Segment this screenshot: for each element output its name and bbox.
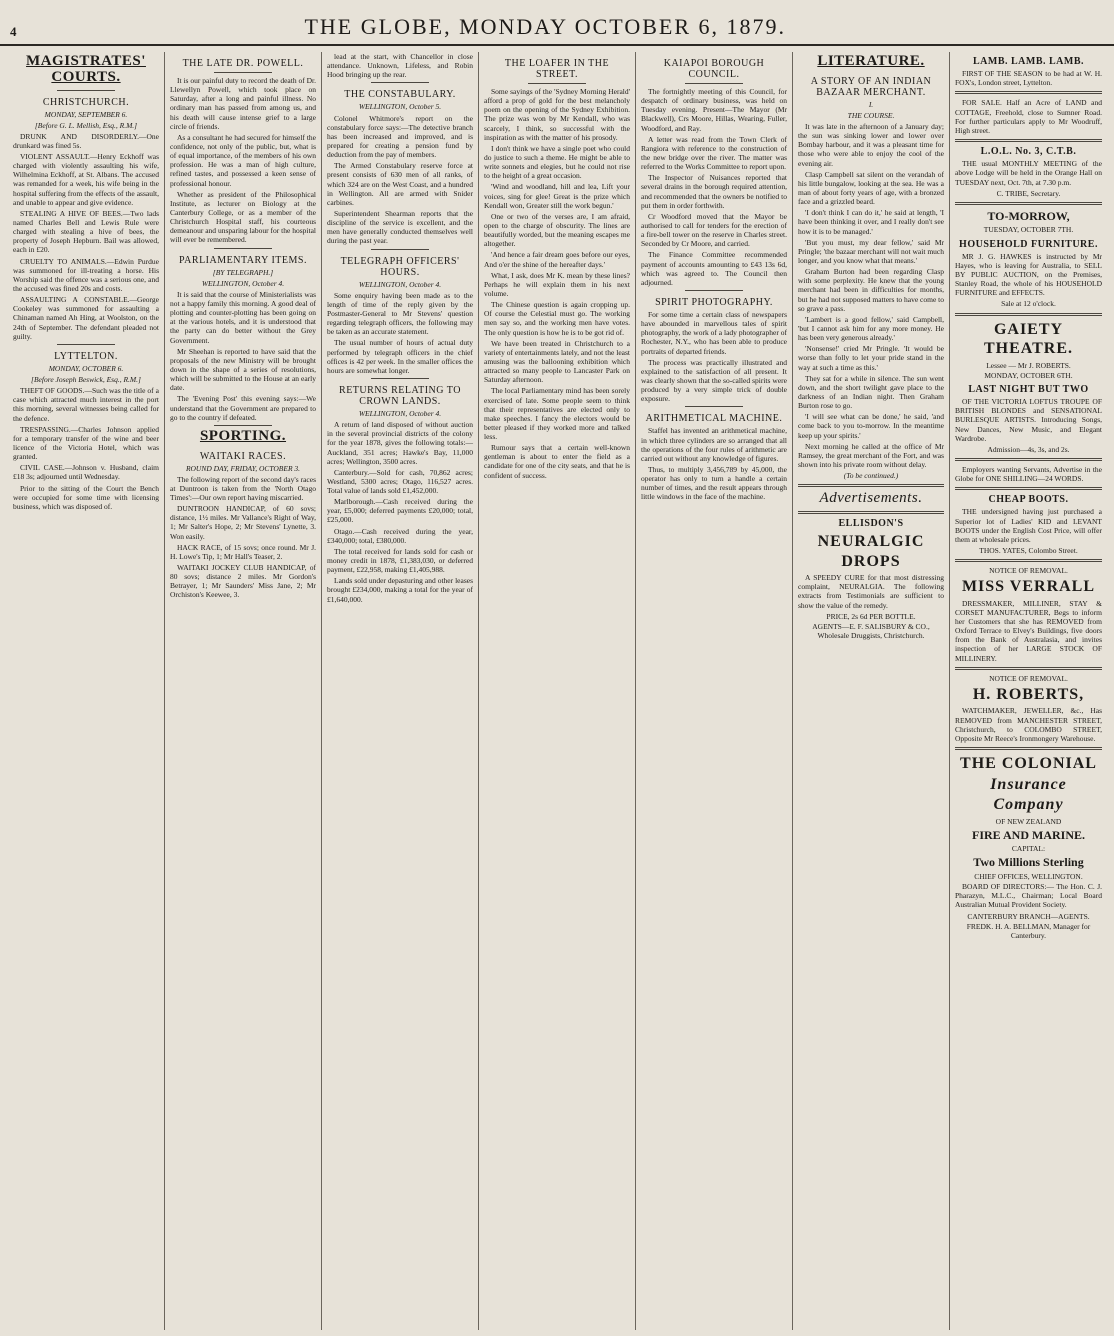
ad-text: WATCHMAKER, JEWELLER, &c., Has REMOVED from MANCHESTER STREET, Christchurch, to COLOMBO STREET, Opposite Mr Reece's Ironmongery Warehouse. xyxy=(955,706,1102,743)
page-number: 4 xyxy=(10,24,17,39)
masthead xyxy=(0,0,1114,46)
article-paragraph: 'And hence a fair dream goes before our eyes, And o'er the shine of the hereafter days.' xyxy=(484,250,630,269)
date: ROUND DAY, FRIDAY, OCTOBER 3. xyxy=(185,463,301,473)
article-paragraph: What, I ask, does Mr K. mean by these lines? Perhaps he will explain them in his next volume. xyxy=(484,270,630,298)
article-paragraph: The Armed Constabulary reserve force at present consists of 630 men of all ranks, of which 324 are on the West Coast, and a hundred in Wellington. All are armed with Snider carbines. xyxy=(327,161,473,207)
newspaper-title: THE GLOBE, MONDAY OCTOBER 6, 1879. xyxy=(304,14,787,39)
article-paragraph: lead at the start, with Chancellor in close attendance. Unknown, Lifeless, and Robin Hood bringing up the rear. xyxy=(327,52,473,80)
ad-title: NEURALGIC DROPS xyxy=(817,533,925,570)
column-1 xyxy=(8,52,165,1330)
ad-notice: NOTICE OF REMOVAL. xyxy=(989,566,1068,576)
ad-capital: Two Millions Sterling xyxy=(973,855,1084,870)
ad-terms: Sale at 12 o'clock. xyxy=(1001,299,1056,309)
column-7 xyxy=(950,52,1107,1330)
ad-signature: THOS. YATES, Colombo Street. xyxy=(979,545,1078,555)
ad-price: PRICE, 2s 6d PER BOTTLE. xyxy=(826,611,916,621)
ad-text: A SPEEDY CURE for that most distressing complaint, NEURALGIA. The following extracts from Testimonials are sufficient to show the value of the remedy. xyxy=(798,573,944,610)
article-paragraph: I don't think we have a single poet who could do justice to such a theme. He might be able to write sonnets and elegies, but he could not rise to the height of a great occasion. xyxy=(484,143,630,181)
article-paragraph: Otago.—Cash received during the year, £340,000; total, £380,000. xyxy=(327,526,473,545)
article-paragraph: The process was practically illustrated and explained to the satisfaction of all present. It was clearly shown that the so-called spirits were produced by a very simple trick of double exposure. xyxy=(641,357,787,404)
article-paragraph: Canterbury.—Sold for cash, 70,862 acres; Westland, 5300 acres; Otago, 116,527 acres. Total value of lands sold £1,452,000. xyxy=(327,467,473,496)
bench: [Before G. L. Mellish, Esq., R.M.] xyxy=(34,120,138,130)
ad-notice: NOTICE OF REMOVAL. xyxy=(989,673,1068,683)
parliamentary-title: PARLIAMENTARY ITEMS. xyxy=(179,254,307,266)
date: WELLINGTON, October 5. xyxy=(358,102,442,112)
article-paragraph: Prior to the sitting of the Court the Bench were occupied for some time with licensing business, which was disposed of. xyxy=(13,483,159,511)
article-paragraph: It is said that the course of Ministerialists was not a happy family this morning. A good deal of plotting and counter-plotting has been going on at the various hotels, and it is understood that the party can do better without the Grey Government. xyxy=(170,289,316,345)
article-paragraph: For some time a certain class of newspapers have abounded in marvellous tales of spirit photography, the work of a lady photographer of Rochester, N.Y., who has been able to produce portraits of departed friends. xyxy=(641,309,787,356)
returns-title: RETURNS RELATING TO CROWN LANDS. xyxy=(339,384,461,407)
article-paragraph: Cr Woodford moved that the Mayor be authorised to call for tenders for the erection of a fire-bell tower on the reserve in Charles street. Seconded by Cr Moore, and carried. xyxy=(641,211,787,249)
constabulary-title: THE CONSTABULARY. xyxy=(344,89,456,101)
article-paragraph: The usual number of hours of actual duty performed by telegraph officers in the chief offices is 42 per week. In the smaller offices the hours are somewhat longer. xyxy=(327,338,473,375)
ad-date: MONDAY, OCTOBER 6TH. xyxy=(984,370,1073,380)
article-paragraph: The Finance Committee recommended payment of accounts amounting to £43 13s 6d, which was agreed to. The Council then adjourned. xyxy=(641,250,787,287)
ad-title: H. ROBERTS, xyxy=(972,685,1085,703)
article-paragraph: 'I will see what can be done,' he said, 'and come back to you to-morrow. In the meantime keep up your spirits.' xyxy=(798,412,944,440)
article-paragraph: It is our painful duty to record the death of Dr. Llewellyn Powell, which took place on Saturday, after a long and painful illness. No ordinary man has passed from among us, and his death will cause intense grief to a large circle of friends. xyxy=(170,76,316,131)
article-paragraph: 'Wind and woodland, hill and lea, Lift your voices, sing for glee! Great is the prize which Kendall won, Greater still the work begun.' xyxy=(484,182,630,210)
races-heading: WAITAKI RACES. xyxy=(199,450,287,462)
article-paragraph: CIVIL CASE.—Johnson v. Husband, claim £18 3s; adjourned until Wednesday. xyxy=(13,463,159,482)
ad-text: Employers wanting Servants, Advertise in the Globe for ONE SHILLING—24 WORDS. xyxy=(955,464,1102,484)
article-paragraph: Whether as president of the Philosophical Institute, as lecturer on Biology at the Canterbury College, or as a member of the Christchurch Hospital staff, his courteous demeanour and unsparing labour for the hospital will ever be remembered. xyxy=(170,189,316,245)
article-paragraph: Lands sold under depasturing and other leases brought £234,000, making a total for the year of £1,640,000. xyxy=(327,576,473,604)
ad-text: FIRST OF THE SEASON to be had at W. H. FOX's, London street, Lyttelton. xyxy=(955,69,1102,88)
article-paragraph: WAITAKI JOCKEY CLUB HANDICAP, of 80 sovs; distance 2 miles. Mr Gordon's Betrayer, 1; Mr Saunders' Miss Jane, 2; Mr Orchiston's Keewee, 3. xyxy=(170,562,316,600)
story-part-title: THE COURSE. xyxy=(847,110,895,120)
column-5 xyxy=(636,52,793,1330)
article-paragraph: Thus, to multiply 3,456,789 by 45,000, the operator has only to turn a handle a certain number of times, and the result appears through little windows in the face of the machine. xyxy=(641,464,787,502)
article-paragraph: 'I don't think I can do it,' he said at length, 'I have been thinking it over, and I really don't see how it is to be managed.' xyxy=(798,208,944,236)
article-paragraph: The fortnightly meeting of this Council, for despatch of ordinary business, was held on Tuesday evening. Present—The Mayor (Mr Blackwell), Crs Moore, Hillas, Wearing, Fuller, Woodford, and Ray. xyxy=(641,87,787,133)
ad-text: DRESSMAKER, MILLINER, STAY & CORSET MANUFACTURER, Begs to inform her Customers that she has REMOVED from Oxford Terrace to Elvey's Buildings, five doors from the Bank of Australasia, and invites inspection of her LARGE STOCK OF MILLINERY. xyxy=(955,598,1102,663)
obituary-title: THE LATE DR. POWELL. xyxy=(182,58,304,69)
article-paragraph: We have been treated in Christchurch to a variety of entertainments lately, and not the least amusing was the ballooning exhibition which attracted so many people to Lancaster Park on Saturday afternoon. xyxy=(484,338,630,385)
columns xyxy=(8,52,1108,1330)
ad-agents: AGENTS—E. F. SALISBURY & CO., Wholesale Druggists, Christchurch. xyxy=(812,621,930,641)
ad-heading: THE COLONIAL xyxy=(960,754,1097,772)
column-6 xyxy=(793,52,950,1330)
article-paragraph: Graham Burton had been regarding Clasp with some perplexity. He knew that the young merchant had been in difficulties for months, but he had not supposed matters to have come to so grave a pass. xyxy=(798,267,945,313)
article-paragraph: One or two of the verses are, I am afraid, open to the charge of obscurity. The lines are beautifully worded, but the meaning escapes me altogether. xyxy=(484,211,630,249)
article-paragraph: As a consultant he had secured for himself the confidence, not only of the public, but, what is of equal importance, of the members of his own profession. He was a man of high culture, refined tastes, and possessed a keen sense of professional honour. xyxy=(170,132,316,188)
article-paragraph: 'But you must, my dear fellow,' said Mr Pringle; 'the bazaar merchant will not wait much longer, and you know what that means.' xyxy=(798,237,944,265)
literature-title: LITERATURE. xyxy=(817,53,925,69)
ad-title: MISS VERRALL xyxy=(961,578,1096,596)
ad-title: LAST NIGHT BUT TWO xyxy=(968,383,1089,395)
telegraph-title: TELEGRAPH OFFICERS' HOURS. xyxy=(340,255,460,278)
ad-date: TUESDAY, OCTOBER 7TH. xyxy=(983,225,1074,235)
advertisements-title: Advertisements. xyxy=(819,490,923,507)
article-paragraph: Some sayings of the 'Sydney Morning Herald' afford a prop of gold for the best melancholy poem on the opening of the Sydney Exhibition. The prize was won by Mr Kendall, who was scarcely, I think, so successful with the inspiration as with the matter of his prosody. xyxy=(484,87,630,142)
article-paragraph: Staffel has invented an arithmetical machine, in which three cylinders are so arranged that all the operations of the four rules of arithmetic are carried out without any knowledge of figures. xyxy=(641,426,787,463)
ad-price: Admission—4s, 3s, and 2s. xyxy=(987,444,1070,454)
sporting-title: SPORTING. xyxy=(199,427,287,444)
ad-subtitle: OF NEW ZEALAND xyxy=(995,816,1062,826)
ad-type: FIRE AND MARINE. xyxy=(971,827,1085,842)
lyttelton-heading: LYTTELTON. xyxy=(54,350,118,362)
to-be-continued: (To be continued.) xyxy=(843,471,899,481)
ad-text: THE undersigned having just purchased a Superior lot of Ladies' KID and LEVANT BOOTS under the English Cost Price, will offer them at wholesale prices. xyxy=(955,507,1102,544)
date: MONDAY, SEPTEMBER 6. xyxy=(44,109,128,119)
ad-title: HOUSEHOLD FURNITURE. xyxy=(959,238,1098,250)
article-paragraph: It was late in the afternoon of a January day; the sun was sinking lower and lower over Bombay harbour, and it was a pleasant time for those who were able to enjoy the cool of the evening air. xyxy=(798,122,944,168)
article-paragraph: Rumour says that a certain well-known gentleman is about to enter the field as a candidate for one of the city seats, and that he is confident of success. xyxy=(484,443,630,480)
article-paragraph: STEALING A HIVE OF BEES.—Two lads named Charles Bell and Lewis Rule were charged with stealing a hive of bees, the property of Joseph Hepburn. Bail was allowed, each in £20. xyxy=(13,208,159,255)
article-paragraph: TRESPASSING.—Charles Johnson applied for a temporary transfer of the wine and beer licence of the Victoria Hotel, which was granted. xyxy=(13,424,159,462)
column-4 xyxy=(479,52,636,1330)
article-paragraph: HACK RACE, of 15 sovs; once round. Mr J. H. Lowe's Tip, 1; Mr Hall's Teaser, 2. xyxy=(170,542,316,561)
ad-lessee: Lessee — Mr J. ROBERTS. xyxy=(986,360,1071,370)
ad-capital-label: CAPITAL: xyxy=(1011,844,1046,854)
article-paragraph: A return of land disposed of without auction in the several provincial districts of the colony for the year 1878, gives the following totals:—Auckland, 351 acres; Hawke's Bay, 11,000 acres; Wellington, 3500 acres. xyxy=(327,420,473,466)
ad-agents: CANTERBURY BRANCH—AGENTS. xyxy=(967,911,1090,921)
article-paragraph: VIOLENT ASSAULT.—Henry Eckhoff was charged with violently assaulting his wife, Wilhelmina Eckhoff, at St. Albans. The accused was remanded for a week, his wife being in the hospital suffering from the effects of the assault, and unable to appear and give evidence. xyxy=(13,152,159,207)
column-2 xyxy=(165,52,322,1330)
ad-text: OF THE VICTORIA LOFTUS TROUPE OF BRITISH BLONDES and SENSATIONAL BURLESQUE ARTISTS. Introducing Songs, New Dances, New Music, and Elegant Wardrobe. xyxy=(955,397,1102,443)
article-paragraph: The Inspector of Nuisances reported that several drains in the borough required attention, and recommended that the owners be notified to put them in order forthwith. xyxy=(641,173,787,210)
loafer-title: THE LOAFER IN THE STREET. xyxy=(504,58,610,80)
telegraph-line: [BY TELEGRAPH.] xyxy=(212,267,274,277)
article-paragraph: THEFT OF GOODS.—Such was the title of a case which attracted much interest in the port this morning, several witnesses being called for the defence. xyxy=(13,386,159,423)
article-paragraph: The following report of the second day's races at Duntroon is taken from the 'North Otago Times':—Our own report having miscarried. xyxy=(170,474,316,502)
article-paragraph: Next morning he called at the office of Mr Ramsey, the great merchant of the Fort, and was shown into his private room without delay. xyxy=(798,441,944,469)
ad-text: BOARD OF DIRECTORS:— The Hon. C. J. Pharazyn, M.L.C., Chairman; Local Board Australian Mutual Provident Society. xyxy=(955,882,1102,910)
article-paragraph: CRUELTY TO ANIMALS.—Edwin Purdue was summoned for ill-treating a horse. His Worship said the offence was a serious one, and the accused was fined 20s and costs. xyxy=(13,256,159,294)
article-paragraph: The local Parliamentary mind has been sorely exercised of late. Some people seem to think that their representatives are elected only to make speeches. I fancy the electors would be better pleased if they worked more and talked less. xyxy=(484,386,630,442)
article-paragraph: 'Nonsense!' cried Mr Pringle. 'It would be worse than folly to let your pride stand in the way at such a time as this.' xyxy=(798,344,944,372)
article-paragraph: DRUNK AND DISORDERLY.—One drunkard was fined 5s. xyxy=(13,131,159,150)
bench: [Before Joseph Beswick, Esq., R.M.] xyxy=(31,375,141,385)
arithmetical-machine-title: ARITHMETICAL MACHINE. xyxy=(645,413,783,425)
magistrates-title: MAGISTRATES' COURTS. xyxy=(26,53,146,85)
article-paragraph: The total received for lands sold for cash or money credit in 1878, £1,383,030, or deferred payment, £22,958, making £1,405,988. xyxy=(327,546,473,575)
date: MONDAY, OCTOBER 6. xyxy=(48,363,124,373)
ad-title: Insurance Company xyxy=(990,776,1067,813)
story-title: A STORY OF AN INDIAN BAZAAR MERCHANT. xyxy=(810,75,932,98)
date: WELLINGTON, October 4. xyxy=(201,278,285,288)
column-3 xyxy=(322,52,479,1330)
spirit-photography-title: SPIRIT PHOTOGRAPHY. xyxy=(655,296,773,308)
article-paragraph: DUNTROON HANDICAP, of 60 sovs; distance, 1½ miles. Mr Vallance's Right of Way, 1; Mr Salter's Hope, 2; Mr Stevens' Lynette, 3. Won easily. xyxy=(170,504,316,541)
article-paragraph: The Chinese question is again cropping up. Of course the Celestial must go. The working men say so, and the working men have votes. The only question is how he is to be got rid of. xyxy=(484,300,630,337)
ad-text: THE usual MONTHLY MEETING of the above Lodge will be held in the Orange Hall on TUESDAY next, Oct. 7th, at 7.30 p.m. xyxy=(955,159,1102,187)
article-paragraph: 'Lambert is a good fellow,' said Campbell, 'but I cannot ask him for any more money. He has been very generous already.' xyxy=(798,314,944,343)
article-paragraph: Superintendent Shearman reports that the discipline of the service is excellent, and the men have generally conducted themselves well during the past year. xyxy=(327,208,473,246)
article-paragraph: A letter was read from the Town Clerk of Rangiora with reference to the construction of the new bridge over the river. The matter was referred to the Works Committee to report upon. xyxy=(641,134,787,172)
article-paragraph: The 'Evening Post' this evening says:—We understand that the Government are prepared to go to the country if defeated. xyxy=(170,394,316,422)
ad-text: FOR SALE. Half an Acre of LAND and COTTAGE, Freehold, close to Sumner Road. For further particulars apply to Mr Woodruff, High street. xyxy=(955,98,1102,135)
article-paragraph: Mr Sheehan is reported to have said that the proposals of the new Ministry will be brought down in the shape of a series of resolutions, which will be submitted to the House at an early date. xyxy=(170,346,316,393)
ad-heading: L.O.L. No. 3, C.T.B. xyxy=(980,146,1077,158)
ad-office: CHIEF OFFICES, WELLINGTON. xyxy=(974,872,1083,882)
ad-brand: ELLISDON'S xyxy=(838,517,904,529)
article-paragraph: Some enquiry having been made as to the length of time of the reply given by the Postmaster-General to Mr Stevens' question regarding telegraph officers, the following may be taken as an accurate statement. xyxy=(327,290,473,337)
date: WELLINGTON, October 4. xyxy=(358,408,442,418)
ad-heading: LAMB. LAMB. LAMB. xyxy=(973,56,1084,67)
ad-manager: FREDK. H. A. BELLMAN, Manager for Canterbury. xyxy=(966,921,1091,940)
story-part: I. xyxy=(868,99,874,109)
dateline: CHRISTCHURCH. xyxy=(42,96,130,108)
date: WELLINGTON, October 4. xyxy=(358,279,442,289)
ad-heading: TO-MORROW, xyxy=(987,208,1070,223)
article-paragraph: They sat for a while in silence. The sun went down, and the short twilight gave place to the darkness of an Indian night. Then Graham Burton rose to go. xyxy=(798,373,944,411)
ad-text: MR J. G. HAWKES is instructed by Mr Hayes, who is leaving for Australia, to SELL BY PUBLIC AUCTION, on the Premises, Stanley Road, the whole of his HOUSEHOLD FURNITURE and EFFECTS. xyxy=(955,251,1102,298)
article-paragraph: Clasp Campbell sat silent on the verandah of his little bungalow, looking at the sea. He was a man of about forty years of age, with a bronzed face and a grizzled beard. xyxy=(798,169,944,207)
article-paragraph: Marlborough.—Cash received during the year, £5,000; deferred payments £20,000; total, £25,000. xyxy=(327,497,473,525)
article-paragraph: ASSAULTING A CONSTABLE.—George Cookeley was summoned for assaulting a Chinaman named Ah Hing, at Woolston, on the 24th of September. The defendant pleaded not guilty. xyxy=(13,295,159,341)
ad-heading: CHEAP BOOTS. xyxy=(988,494,1069,506)
ad-signature: C. TRIBE, Secretary. xyxy=(996,188,1061,198)
kaiapoi-title: KAIAPOI BOROUGH COUNCIL. xyxy=(663,58,765,80)
article-paragraph: Colonel Whitmore's report on the constabulary force says:—The detective branch has been increased and improved, and is prepared for creating a pension fund by deduction from the pay of members. xyxy=(327,113,473,160)
ad-heading: GAIETY THEATRE. xyxy=(983,320,1074,358)
